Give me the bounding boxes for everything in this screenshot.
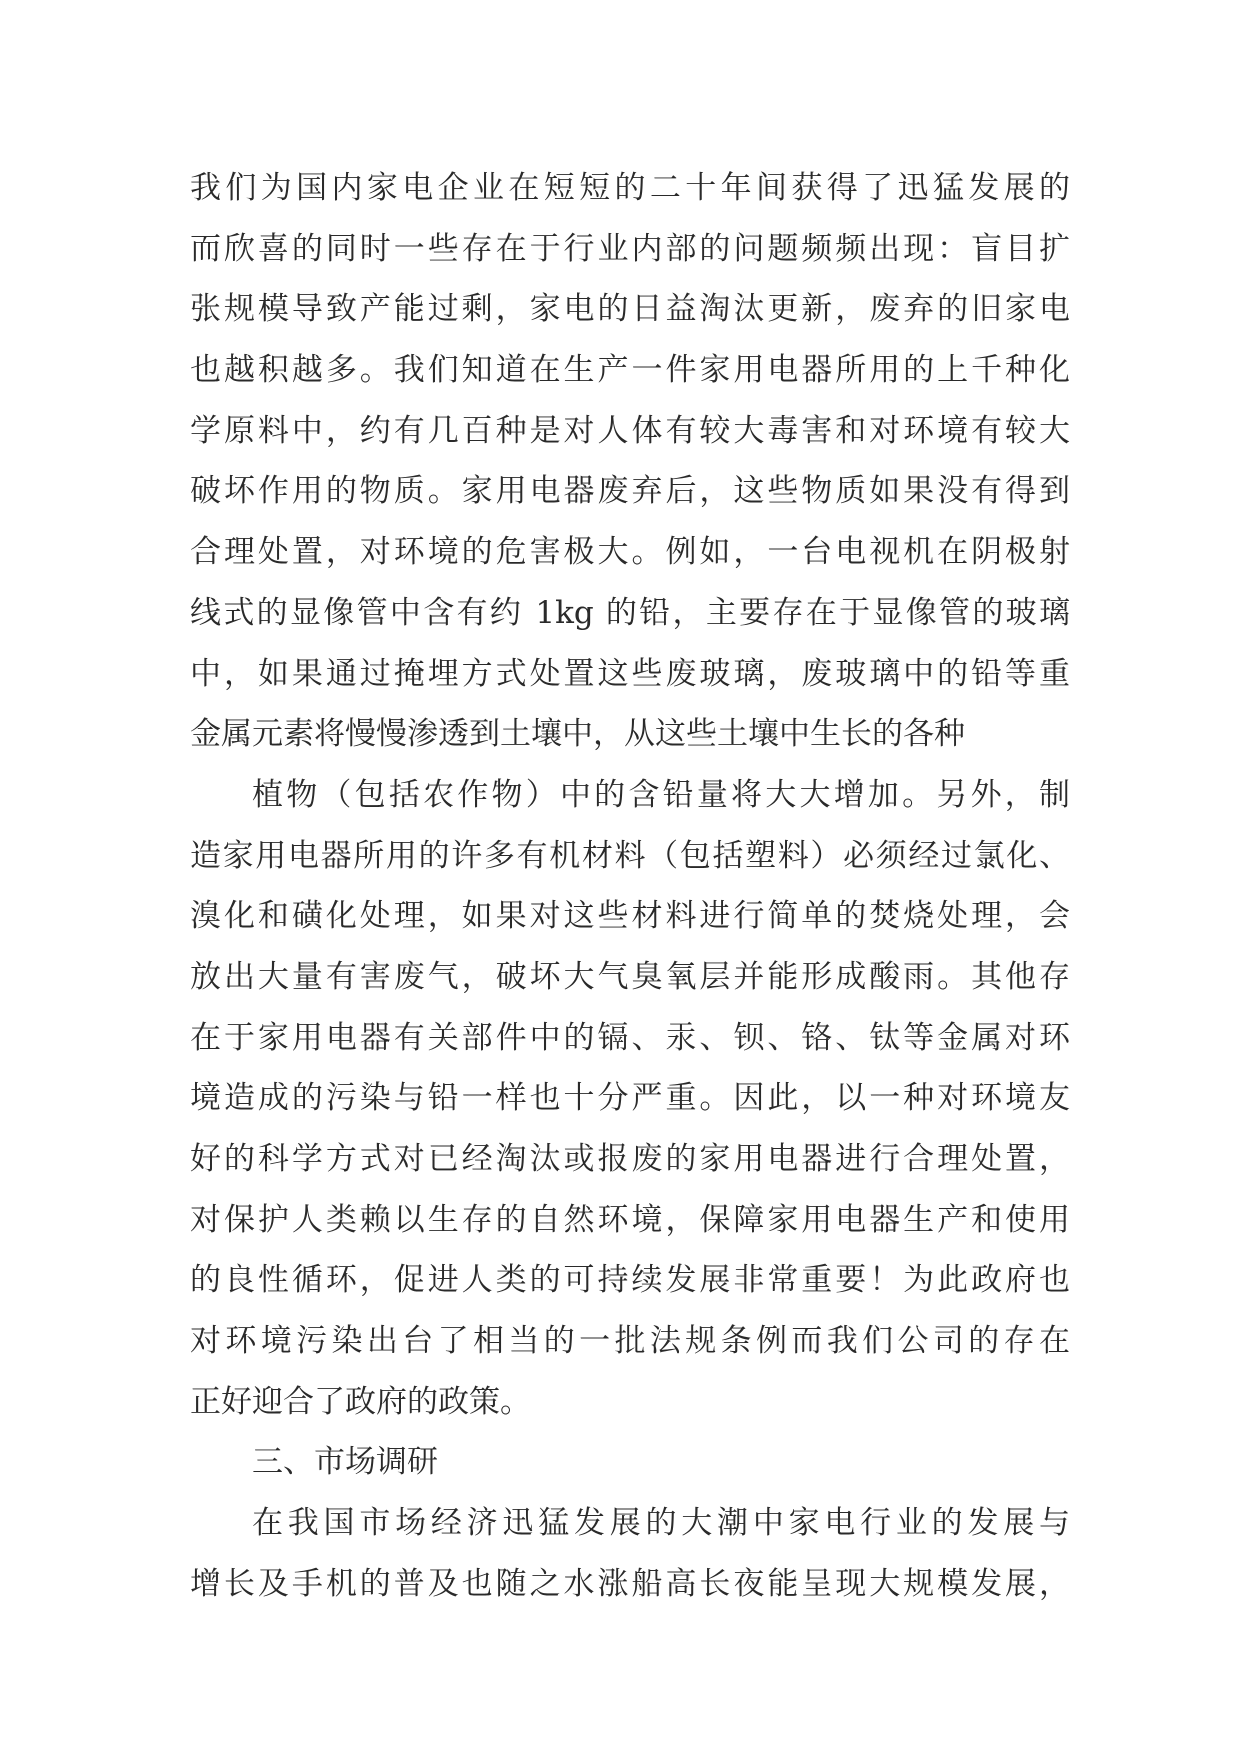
text-line: 植物（包括农作物）中的含铅量将大大增加。另外，制 xyxy=(252,776,1070,813)
text-line: 线式的显像管中含有约 1kg 的铅，主要存在于显像管的玻璃 xyxy=(190,594,1070,631)
text-line: 学原料中，约有几百种是对人体有较大毒害和对环境有较大 xyxy=(190,412,1070,449)
document-body xyxy=(190,158,1070,1615)
text-line: 在我国市场经济迅猛发展的大潮中家电行业的发展与 xyxy=(252,1505,1070,1542)
section-heading: 三、市场调研 xyxy=(252,1444,438,1481)
text-line: 破坏作用的物质。家用电器废弃后，这些物质如果没有得到 xyxy=(190,473,1070,510)
text-line: 溴化和磺化处理，如果对这些材料进行简单的焚烧处理，会 xyxy=(190,898,1070,935)
text-line: 好的科学方式对已经淘汰或报废的家用电器进行合理处置， xyxy=(190,1141,1070,1177)
text-line: 在于家用电器有关部件中的镉、汞、钡、铬、钛等金属对环 xyxy=(190,1019,1070,1056)
text-line: 也越积越多。我们知道在生产一件家用电器所用的上千种化 xyxy=(190,352,1070,389)
text-line: 的良性循环，促进人类的可持续发展非常重要！为此政府也 xyxy=(190,1262,1070,1299)
text-line: 中，如果通过掩埋方式处置这些废玻璃，废玻璃中的铅等重 xyxy=(190,655,1070,692)
text-line: 金属元素将慢慢渗透到土壤中，从这些土壤中生长的各种 xyxy=(190,716,965,753)
text-line: 而欣喜的同时一些存在于行业内部的问题频频出现：盲目扩 xyxy=(190,230,1070,267)
text-line: 放出大量有害废气，破坏大气臭氧层并能形成酸雨。其他存 xyxy=(190,958,1070,995)
text-line: 造家用电器所用的许多有机材料（包括塑料）必须经过氯化、 xyxy=(190,837,1070,874)
text-line: 正好迎合了政府的政策。 xyxy=(190,1383,531,1420)
text-line: 张规模导致产能过剩，家电的日益淘汰更新，废弃的旧家电 xyxy=(190,291,1070,328)
text-line: 增长及手机的普及也随之水涨船高长夜能呈现大规模发展， xyxy=(190,1565,1070,1602)
text-line: 对保护人类赖以生存的自然环境，保障家用电器生产和使用 xyxy=(190,1201,1070,1238)
text-line: 对环境污染出台了相当的一批法规条例而我们公司的存在 xyxy=(190,1323,1070,1360)
text-line: 我们为国内家电企业在短短的二十年间获得了迅猛发展的 xyxy=(190,170,1070,206)
text-line: 境造成的污染与铅一样也十分严重。因此，以一种对环境友 xyxy=(190,1080,1070,1117)
text-line: 合理处置，对环境的危害极大。例如，一台电视机在阴极射 xyxy=(190,534,1070,571)
